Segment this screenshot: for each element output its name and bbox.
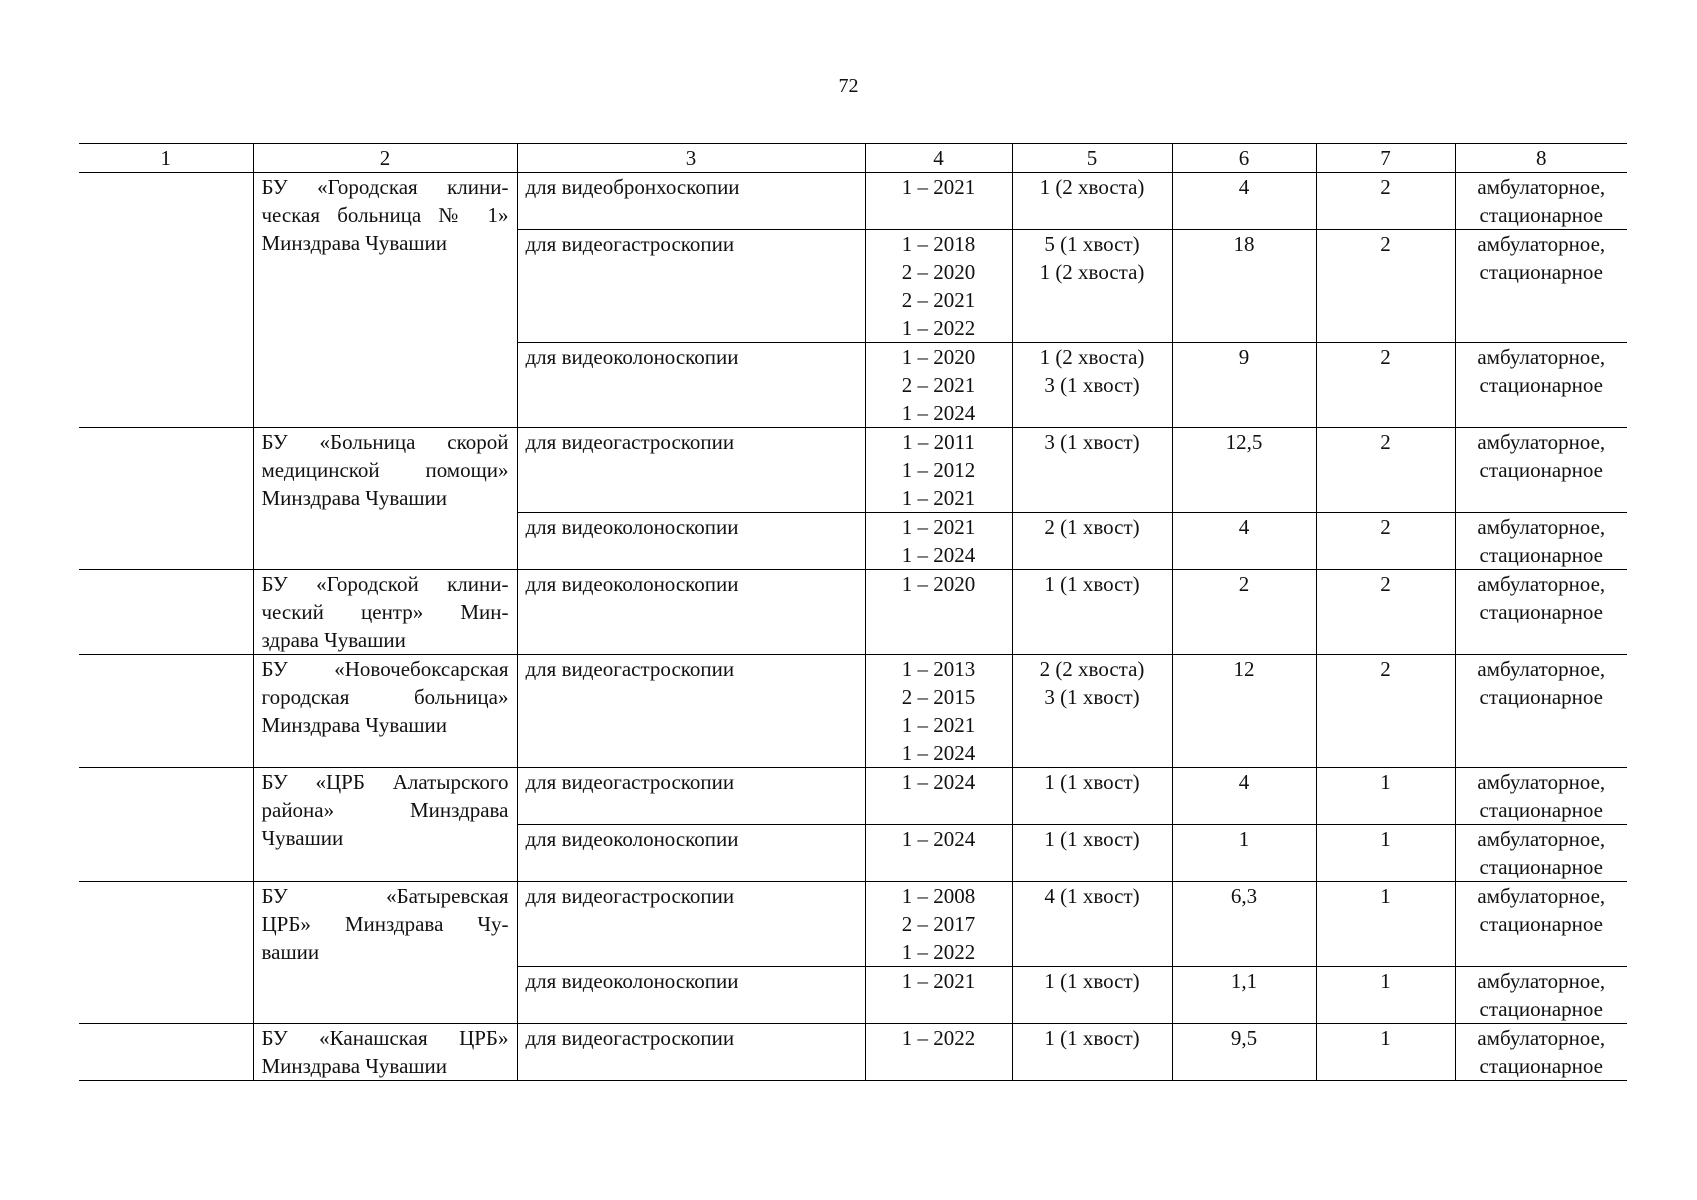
tails-line: 4 (1 хвост) (1044, 884, 1140, 908)
year-line: 2 – 2021 (901, 288, 976, 312)
care-line: амбулаторное, (1477, 572, 1606, 596)
year-line: 1 – 2024 (901, 401, 976, 425)
year-line: 1 – 2020 (901, 572, 976, 596)
care-line: амбулаторное, (1477, 232, 1606, 256)
tails-line: 1 (1 хвост) (1044, 1026, 1140, 1050)
purpose-cell: для видеоколоноскопии (517, 570, 865, 655)
institution-name-line: Чувашии (261, 826, 344, 850)
tails-cell (1012, 230, 1172, 343)
year-line: 2 – 2015 (901, 685, 976, 709)
years-cell (865, 655, 1012, 768)
page-number: 72 (838, 75, 859, 97)
value-col7-cell: 2 (1316, 513, 1455, 570)
table-row (79, 173, 1627, 230)
institution-name-line: Минздрава Чувашии (261, 231, 448, 255)
institution-name-line: ческая больница № 1» (261, 203, 509, 227)
purpose-cell: для видеогастроскопии (517, 655, 865, 768)
purpose-cell: для видеогастроскопии (517, 768, 865, 825)
year-line: 1 – 2021 (901, 713, 976, 737)
care-line: амбулаторное, (1477, 827, 1606, 851)
value-col6-cell: 2 (1172, 570, 1316, 655)
care-type-cell (1455, 825, 1627, 882)
tails-cell (1012, 967, 1172, 1024)
years-cell (865, 173, 1012, 230)
care-line: амбулаторное, (1477, 430, 1606, 454)
care-line: стационарное (1479, 1054, 1603, 1078)
institution-cell (253, 1024, 517, 1081)
institution-name-line: БУ «Новочебоксарская (261, 657, 509, 681)
purpose-cell: для видеобронхоскопии (517, 173, 865, 230)
tails-line: 1 (2 хвоста) (1039, 260, 1145, 284)
tails-line: 5 (1 хвост) (1044, 232, 1140, 256)
tails-line: 3 (1 хвост) (1044, 430, 1140, 454)
year-line: 1 – 2018 (901, 232, 976, 256)
tails-cell (1012, 825, 1172, 882)
tails-line: 2 (2 хвоста) (1039, 657, 1145, 681)
years-cell (865, 825, 1012, 882)
institution-name-line: Минздрава Чувашии (261, 486, 448, 510)
care-line: стационарное (1479, 997, 1603, 1021)
purpose-cell: для видеогастроскопии (517, 428, 865, 513)
value-col7-cell: 2 (1316, 173, 1455, 230)
institution-name-line: медицинской помощи» (261, 458, 509, 482)
years-cell (865, 343, 1012, 428)
institution-name-line: ческий центр» Мин- (261, 600, 509, 624)
table-row (79, 882, 1627, 967)
year-line: 1 – 2024 (901, 543, 976, 567)
institution-name-line: Минздрава Чувашии (261, 1054, 448, 1078)
header-cell: 7 (1316, 144, 1455, 173)
years-cell (865, 570, 1012, 655)
care-type-cell (1455, 230, 1627, 343)
purpose-cell: для видеогастроскопии (517, 882, 865, 967)
year-line: 2 – 2021 (901, 373, 976, 397)
care-line: стационарное (1479, 203, 1603, 227)
tails-cell (1012, 882, 1172, 967)
value-col6-cell: 4 (1172, 513, 1316, 570)
tails-line: 1 (1 хвост) (1044, 770, 1140, 794)
tails-line: 1 (1 хвост) (1044, 969, 1140, 993)
year-line: 1 – 2021 (901, 175, 976, 199)
tails-line: 2 (1 хвост) (1044, 515, 1140, 539)
header-cell: 8 (1455, 144, 1627, 173)
header-cell: 1 (79, 144, 253, 173)
year-line: 1 – 2011 (902, 430, 975, 454)
purpose-cell: для видеоколоноскопии (517, 343, 865, 428)
table-row (79, 768, 1627, 825)
care-type-cell (1455, 967, 1627, 1024)
purpose-cell: для видеоколоноскопии (517, 825, 865, 882)
purpose-cell: для видеогастроскопии (517, 1024, 865, 1081)
year-line: 1 – 2024 (901, 770, 976, 794)
header-row (79, 144, 1627, 173)
care-type-cell (1455, 655, 1627, 768)
care-type-cell (1455, 882, 1627, 967)
table-row (79, 570, 1627, 655)
year-line: 1 – 2013 (901, 657, 976, 681)
institution-name-line: БУ «Больница скорой (261, 430, 509, 454)
tails-line: 3 (1 хвост) (1044, 685, 1140, 709)
institution-name-line: БУ «ЦРБ Алатырского (261, 770, 509, 794)
care-type-cell (1455, 1024, 1627, 1081)
institution-cell (253, 570, 517, 655)
value-col6-cell: 12,5 (1172, 428, 1316, 513)
year-line: 1 – 2021 (901, 969, 976, 993)
value-col7-cell: 2 (1316, 655, 1455, 768)
years-cell (865, 428, 1012, 513)
institution-cell (253, 768, 517, 882)
institution-cell (253, 173, 517, 428)
purpose-cell: для видеогастроскопии (517, 230, 865, 343)
year-line: 1 – 2022 (901, 940, 976, 964)
institution-cell (253, 428, 517, 570)
year-line: 2 – 2017 (901, 912, 976, 936)
value-col6-cell: 6,3 (1172, 882, 1316, 967)
tails-cell (1012, 1024, 1172, 1081)
care-line: амбулаторное, (1477, 345, 1606, 369)
table-row (79, 1024, 1627, 1081)
year-line: 1 – 2024 (901, 741, 976, 765)
years-cell (865, 1024, 1012, 1081)
empty-cell (79, 1024, 253, 1081)
care-line: стационарное (1479, 685, 1603, 709)
value-col7-cell: 1 (1316, 768, 1455, 825)
tails-cell (1012, 343, 1172, 428)
institution-name-line: БУ «Канашская ЦРБ» (261, 1026, 509, 1050)
tails-line: 1 (2 хвоста) (1039, 345, 1145, 369)
table-row (79, 655, 1627, 768)
empty-cell (79, 570, 253, 655)
institution-name-line: городская больница» (261, 685, 509, 709)
care-line: амбулаторное, (1477, 770, 1606, 794)
institution-name-line: Минздрава Чувашии (261, 713, 448, 737)
year-line: 1 – 2021 (901, 486, 976, 510)
institution-name-line: БУ «Батыревская (261, 884, 509, 908)
institution-name-line: БУ «Городская клини- (261, 175, 509, 199)
institution-cell (253, 882, 517, 1024)
tails-cell (1012, 768, 1172, 825)
years-cell (865, 967, 1012, 1024)
institution-name-line: района» Минздрава (261, 798, 509, 822)
care-line: стационарное (1479, 543, 1603, 567)
care-line: амбулаторное, (1477, 969, 1606, 993)
tails-cell (1012, 655, 1172, 768)
empty-cell (79, 768, 253, 882)
tails-line: 1 (1 хвост) (1044, 827, 1140, 851)
care-type-cell (1455, 570, 1627, 655)
header-cell: 3 (517, 144, 865, 173)
year-line: 1 – 2022 (901, 316, 976, 340)
year-line: 1 – 2021 (901, 515, 976, 539)
tails-cell (1012, 513, 1172, 570)
tails-line: 3 (1 хвост) (1044, 373, 1140, 397)
tails-cell (1012, 570, 1172, 655)
value-col6-cell: 9,5 (1172, 1024, 1316, 1081)
value-col7-cell: 1 (1316, 825, 1455, 882)
year-line: 2 – 2020 (901, 260, 976, 284)
purpose-cell: для видеоколоноскопии (517, 967, 865, 1024)
value-col7-cell: 1 (1316, 1024, 1455, 1081)
equipment-table (79, 143, 1627, 1081)
table-row (79, 428, 1627, 513)
care-type-cell (1455, 173, 1627, 230)
tails-line: 1 (2 хвоста) (1039, 175, 1145, 199)
years-cell (865, 882, 1012, 967)
care-line: амбулаторное, (1477, 175, 1606, 199)
header-cell: 5 (1012, 144, 1172, 173)
care-line: стационарное (1479, 912, 1603, 936)
years-cell (865, 513, 1012, 570)
care-line: амбулаторное, (1477, 884, 1606, 908)
purpose-cell: для видеоколоноскопии (517, 513, 865, 570)
year-line: 1 – 2024 (901, 827, 976, 851)
care-line: стационарное (1479, 600, 1603, 624)
institution-name-line: вашии (261, 940, 320, 964)
header-cell: 2 (253, 144, 517, 173)
value-col7-cell: 2 (1316, 428, 1455, 513)
institution-cell (253, 655, 517, 768)
value-col7-cell: 1 (1316, 967, 1455, 1024)
value-col6-cell: 9 (1172, 343, 1316, 428)
care-line: амбулаторное, (1477, 1026, 1606, 1050)
institution-name-line: БУ «Городской клини- (261, 572, 509, 596)
value-col7-cell: 2 (1316, 570, 1455, 655)
care-line: стационарное (1479, 260, 1603, 284)
value-col6-cell: 4 (1172, 768, 1316, 825)
care-type-cell (1455, 768, 1627, 825)
care-line: стационарное (1479, 855, 1603, 879)
value-col6-cell: 18 (1172, 230, 1316, 343)
year-line: 1 – 2020 (901, 345, 976, 369)
value-col6-cell: 12 (1172, 655, 1316, 768)
institution-name-line: ЦРБ» Минздрава Чу- (261, 912, 509, 936)
years-cell (865, 768, 1012, 825)
value-col7-cell: 2 (1316, 230, 1455, 343)
care-type-cell (1455, 513, 1627, 570)
years-cell (865, 230, 1012, 343)
header-cell: 4 (865, 144, 1012, 173)
empty-cell (79, 428, 253, 570)
value-col7-cell: 1 (1316, 882, 1455, 967)
year-line: 1 – 2008 (901, 884, 976, 908)
year-line: 1 – 2022 (901, 1026, 976, 1050)
tails-line: 1 (1 хвост) (1044, 572, 1140, 596)
value-col6-cell: 1,1 (1172, 967, 1316, 1024)
value-col6-cell: 4 (1172, 173, 1316, 230)
care-line: стационарное (1479, 373, 1603, 397)
care-line: амбулаторное, (1477, 657, 1606, 681)
institution-name-line: здрава Чувашии (261, 628, 406, 652)
value-col7-cell: 2 (1316, 343, 1455, 428)
value-col6-cell: 1 (1172, 825, 1316, 882)
tails-cell (1012, 173, 1172, 230)
header-cell: 6 (1172, 144, 1316, 173)
empty-cell (79, 173, 253, 428)
empty-cell (79, 655, 253, 768)
tails-cell (1012, 428, 1172, 513)
care-line: стационарное (1479, 458, 1603, 482)
care-line: стационарное (1479, 798, 1603, 822)
care-line: амбулаторное, (1477, 515, 1606, 539)
care-type-cell (1455, 343, 1627, 428)
care-type-cell (1455, 428, 1627, 513)
empty-cell (79, 882, 253, 1024)
year-line: 1 – 2012 (901, 458, 976, 482)
